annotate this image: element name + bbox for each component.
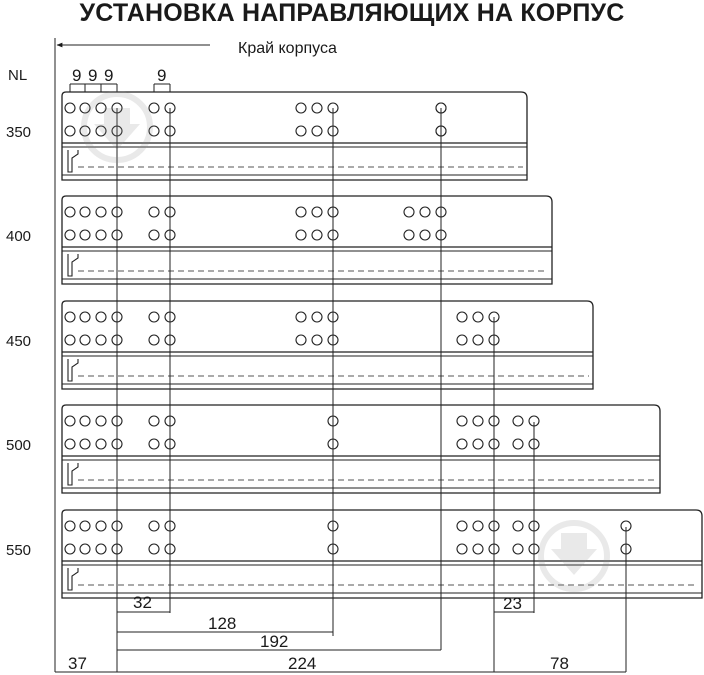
mounting-hole xyxy=(296,335,306,345)
mounting-hole xyxy=(65,335,75,345)
mounting-hole xyxy=(65,103,75,113)
mounting-hole xyxy=(96,230,106,240)
mounting-hole xyxy=(65,521,75,531)
rails-group xyxy=(6,92,702,598)
rail-length-label: 400 xyxy=(6,228,32,245)
mounting-hole xyxy=(96,439,106,449)
mounting-hole xyxy=(513,521,523,531)
rail-length-label: 500 xyxy=(6,437,32,454)
mounting-hole xyxy=(80,312,90,322)
rail-3 xyxy=(6,301,593,389)
mounting-hole xyxy=(296,103,306,113)
mounting-hole xyxy=(404,230,414,240)
mounting-hole xyxy=(149,230,159,240)
mounting-hole xyxy=(296,126,306,136)
dim-78: 78 xyxy=(550,654,569,673)
mounting-hole xyxy=(65,207,75,217)
mounting-hole xyxy=(149,335,159,345)
dim-9-a: 9 xyxy=(72,66,82,85)
dim-9-d: 9 xyxy=(157,66,167,85)
mounting-hole xyxy=(404,207,414,217)
mounting-hole xyxy=(149,544,159,554)
mounting-hole xyxy=(65,312,75,322)
dim-32: 32 xyxy=(133,593,152,612)
mounting-hole xyxy=(96,416,106,426)
dim-37: 37 xyxy=(68,654,87,673)
mounting-hole xyxy=(457,416,467,426)
mounting-hole xyxy=(80,439,90,449)
dim-9-c: 9 xyxy=(104,66,114,85)
mounting-hole xyxy=(312,312,322,322)
mounting-hole xyxy=(457,335,467,345)
mounting-hole xyxy=(457,521,467,531)
mounting-hole xyxy=(312,126,322,136)
mounting-hole xyxy=(513,416,523,426)
mounting-hole xyxy=(80,544,90,554)
mounting-hole xyxy=(65,544,75,554)
mounting-hole xyxy=(80,230,90,240)
mounting-hole xyxy=(473,416,483,426)
mounting-hole xyxy=(473,312,483,322)
nl-header: NL xyxy=(8,67,28,84)
dim-9-b: 9 xyxy=(88,66,98,85)
mounting-hole xyxy=(149,103,159,113)
dim-128: 128 xyxy=(208,614,237,633)
mounting-hole xyxy=(473,439,483,449)
rail-5 xyxy=(6,510,702,598)
mounting-hole xyxy=(513,544,523,554)
mounting-hole xyxy=(149,207,159,217)
mounting-hole xyxy=(96,521,106,531)
mounting-hole xyxy=(65,126,75,136)
rail-length-label: 350 xyxy=(6,124,32,141)
mounting-hole xyxy=(420,207,430,217)
mounting-hole xyxy=(65,416,75,426)
rail-length-label: 550 xyxy=(6,542,32,559)
bottom-dimension-lines xyxy=(55,612,626,672)
rail-2 xyxy=(6,196,552,284)
mounting-hole xyxy=(312,230,322,240)
mounting-hole xyxy=(296,207,306,217)
mounting-hole xyxy=(149,312,159,322)
mounting-hole xyxy=(457,544,467,554)
mounting-hole xyxy=(296,230,306,240)
mounting-hole xyxy=(80,416,90,426)
diagram-title: УСТАНОВКА НАПРАВЛЯЮЩИХ НА КОРПУС xyxy=(79,0,625,27)
mounting-hole xyxy=(80,207,90,217)
mounting-hole xyxy=(420,230,430,240)
mounting-hole xyxy=(296,312,306,322)
mounting-hole xyxy=(80,335,90,345)
mounting-hole xyxy=(457,439,467,449)
mounting-hole xyxy=(65,439,75,449)
mounting-hole xyxy=(513,439,523,449)
mounting-hole xyxy=(149,439,159,449)
dim-224: 224 xyxy=(288,654,317,673)
rail-length-label: 450 xyxy=(6,333,32,350)
mounting-hole xyxy=(312,335,322,345)
dim-192: 192 xyxy=(260,632,289,651)
mounting-hole xyxy=(457,312,467,322)
mounting-hole xyxy=(96,207,106,217)
mounting-hole xyxy=(312,207,322,217)
mounting-hole xyxy=(149,521,159,531)
mounting-hole xyxy=(473,544,483,554)
mounting-hole xyxy=(149,416,159,426)
mounting-hole xyxy=(96,312,106,322)
mounting-hole xyxy=(65,230,75,240)
mounting-hole xyxy=(473,335,483,345)
mounting-hole xyxy=(312,103,322,113)
mounting-hole xyxy=(96,335,106,345)
dim-23: 23 xyxy=(503,594,522,613)
mounting-hole xyxy=(96,544,106,554)
cabinet-edge-label: Край корпуса xyxy=(238,40,337,57)
mounting-hole xyxy=(80,521,90,531)
mounting-hole xyxy=(473,521,483,531)
